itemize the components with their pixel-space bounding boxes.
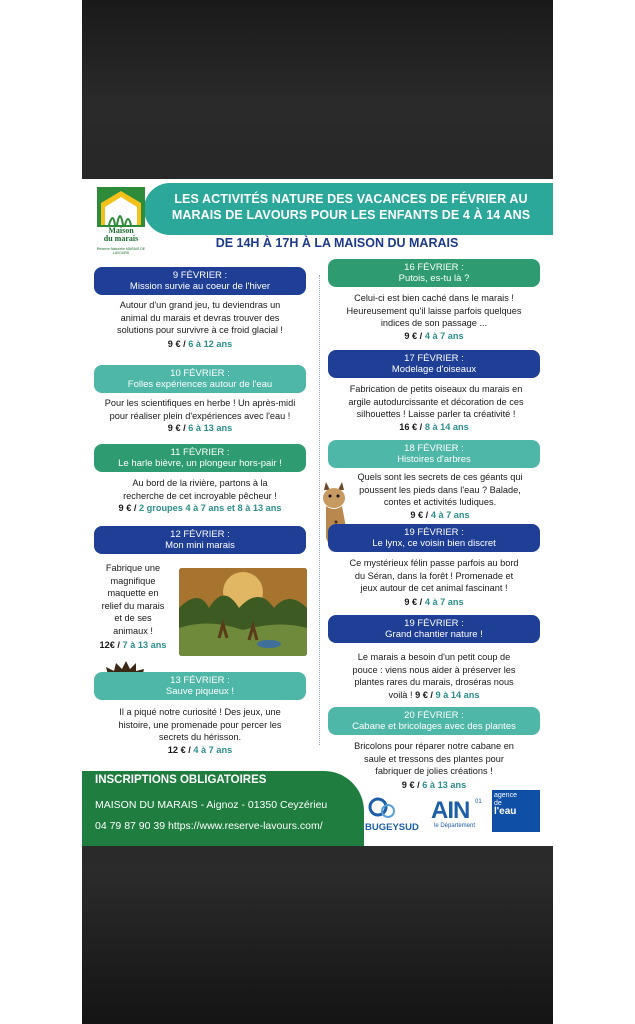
desc-line: Fabrication de petits oiseaux du marais en	[349, 384, 523, 394]
desc-line: solutions pour survivre à ce froid glacial !	[117, 325, 283, 335]
agence-de-leau-text	[494, 792, 538, 816]
ain-number: 01	[475, 799, 482, 805]
age-range: 6 à 13 ans	[422, 780, 467, 790]
price-value: 9 € /	[415, 689, 433, 700]
age-range: 2 groupes 4 à 7 ans et 8 à 13 ans	[138, 503, 282, 513]
activity-date: 13 FÉVRIER :	[170, 675, 230, 686]
activity-pill-11-fevrier	[94, 444, 306, 472]
poster-subtitle: DE 14H À 17H À LA MAISON DU MARAIS	[215, 236, 459, 250]
contact-link[interactable]: 04 79 87 90 39 https://www.reserve-lavours.com/	[95, 820, 323, 832]
price-value: 9 € /	[404, 331, 423, 341]
activity-pill-16-fevrier	[328, 259, 540, 287]
address-text: MAISON DU MARAIS - Aignoz - 01350 Ceyzérieu	[95, 799, 328, 811]
desc-line: plantes rares du marais, droséras nous	[354, 677, 514, 687]
ain-wordmark: AIN	[431, 797, 470, 824]
agence-line-1: agence	[494, 792, 517, 799]
activity-title: Grand chantier nature !	[385, 629, 483, 640]
activity-title: Sauve piqueux !	[165, 686, 235, 697]
activity-date: 9 FÉVRIER :	[172, 270, 228, 281]
activity-title: Folles expériences autour de l'eau	[127, 379, 273, 390]
agence-line-2: de	[494, 800, 502, 807]
desc-line: silhouettes ! Laisse parler ta créativité !	[356, 409, 516, 419]
activity-date: 20 FÉVRIER :	[404, 710, 464, 721]
desc-line: Quels sont les secrets de ces géants qui	[357, 472, 523, 482]
activity-title: Le lynx, ce voisin bien discret	[372, 538, 496, 549]
activity-pill-9-fevrier	[94, 267, 306, 295]
activity-desc	[84, 397, 316, 422]
age-range: 8 à 14 ans	[424, 422, 469, 432]
activity-desc	[88, 706, 312, 744]
activity-date: 11 FÉVRIER :	[170, 447, 230, 458]
activity-price	[332, 510, 548, 520]
age-range: 9 à 14 ans	[435, 689, 480, 700]
activity-date: 18 FÉVRIER :	[404, 443, 464, 454]
desc-line-with-price	[322, 689, 546, 702]
desc-line: fabriquer de jolies créations !	[375, 766, 493, 776]
desc-line: Celui-ci est bien caché dans le marais !	[354, 293, 514, 303]
desc-line: Bricolons pour réparer notre cabane en	[354, 741, 514, 751]
price-value: 9 € /	[167, 339, 186, 349]
price-value: 16 € /	[399, 422, 423, 432]
logo-name	[95, 227, 147, 243]
price-value: 9 € /	[401, 780, 420, 790]
poster-title	[156, 191, 546, 223]
desc-line: Ce mystérieux félin passe parfois au bord	[349, 558, 519, 568]
agence-line-3: l'eau	[494, 806, 517, 817]
logo-name-line-2: du marais	[103, 234, 139, 243]
activity-desc	[88, 299, 312, 337]
age-range: 4 à 7 ans	[424, 597, 464, 607]
activity-date: 19 FÉVRIER :	[404, 618, 464, 629]
activity-pill-20-fevrier	[328, 707, 540, 735]
desc-line: saule et tressons des plantes pour	[364, 753, 504, 764]
price-value: 9 € /	[410, 510, 429, 520]
activity-pill-13-fevrier	[94, 672, 306, 700]
activity-title: Mon mini marais	[165, 540, 235, 551]
activity-date: 16 FÉVRIER :	[404, 262, 464, 273]
age-range: 6 à 12 ans	[188, 339, 233, 349]
price-value: 9 € /	[167, 423, 186, 433]
activity-desc	[332, 471, 548, 509]
activity-title: Cabane et bricolages avec des plantes	[352, 721, 516, 732]
title-line-2: MARAIS DE LAVOURS POUR LES ENFANTS DE 4 À 14 ANS	[171, 208, 531, 222]
activity-desc	[322, 740, 546, 778]
activity-title: Mission survie au coeur de l'hiver	[129, 281, 271, 292]
desc-line: animal du marais et devras trouver des	[120, 312, 280, 323]
desc-line: Autour d'un grand jeu, tu deviendras un	[119, 300, 281, 310]
poster	[82, 179, 553, 846]
activity-title: Modelage d'oiseaux	[391, 364, 477, 375]
activity-price	[322, 331, 546, 341]
activity-desc	[322, 651, 546, 701]
desc-line: contes et activités ludiques.	[383, 497, 497, 507]
activity-pill-19-fevrier-lynx	[328, 524, 540, 552]
ain-subtitle: le Département	[434, 823, 476, 829]
desc-line: magnifique	[110, 575, 156, 586]
desc-line: histoire, une promenade pour percer les	[118, 719, 282, 730]
activity-price	[322, 422, 546, 432]
age-range: 4 à 7 ans	[193, 745, 233, 755]
activity-date: 19 FÉVRIER :	[404, 527, 464, 538]
desc-line: pour réaliser plein d'expériences avec l'eau !	[109, 410, 291, 421]
bugeysud-wordmark: BUGEYSUD	[365, 822, 419, 833]
activity-date: 17 FÉVRIER :	[404, 353, 464, 364]
activity-price	[88, 745, 312, 755]
age-range: 6 à 13 ans	[188, 423, 233, 433]
logo-name-line-1: Maison	[108, 226, 134, 235]
price-value: 9 € /	[118, 503, 137, 513]
desc-line: indices de son passage ...	[380, 318, 488, 328]
age-range: 4 à 7 ans	[430, 510, 470, 520]
desc-line: secrets du hérisson.	[158, 732, 242, 742]
desc-line: pouce : viens nous aider à préserver les	[352, 664, 516, 675]
activity-price	[88, 339, 312, 349]
age-range: 4 à 7 ans	[424, 331, 464, 341]
desc-line: Fabrique une	[105, 563, 161, 573]
activity-pill-10-fevrier	[94, 365, 306, 393]
activity-pill-19-fevrier-chantier	[328, 615, 540, 643]
desc-line: animaux !	[113, 625, 153, 636]
desc-line: Pour les scientifiques en herbe ! Un après-midi	[104, 398, 296, 408]
mini-marais-model-photo	[179, 568, 307, 656]
activity-desc	[88, 477, 312, 502]
activity-price	[322, 597, 546, 607]
desc-line: et de ses	[114, 613, 152, 623]
activity-pill-12-fevrier	[94, 526, 306, 554]
desc-line: du Séran, dans la forêt ! Promenade et	[354, 570, 514, 581]
desc-line: relief du marais	[101, 600, 165, 611]
desc-line: Le marais a besoin d'un petit coup de	[357, 652, 511, 662]
activity-title: Le harle bièvre, un plongeur hors-pair !	[118, 458, 282, 469]
desc-line: poussent les pieds dans l'eau ? Balade,	[359, 484, 521, 495]
activity-date: 10 FÉVRIER :	[170, 368, 230, 379]
desc-line: voilà !	[388, 689, 413, 700]
age-range: 7 à 13 ans	[122, 640, 167, 650]
logo-tagline: Réserve Naturelle MARAIS DE LAVOURS	[96, 247, 146, 255]
activity-desc	[322, 383, 550, 421]
activity-desc	[322, 557, 546, 595]
desc-line: maquette en	[107, 588, 159, 598]
activity-desc	[90, 562, 176, 637]
activity-price	[88, 503, 312, 513]
price-value: 12€ /	[99, 640, 120, 650]
activity-title: Histoires d'arbres	[397, 454, 471, 465]
activity-pill-17-fevrier	[328, 350, 540, 378]
desc-line: recherche de cet incroyable pêcheur !	[123, 490, 277, 501]
activity-price	[88, 423, 312, 433]
activity-date: 12 FÉVRIER :	[170, 529, 230, 540]
price-value: 12 € /	[167, 745, 191, 755]
desc-line: argile autodurcissante et décoration de ces	[348, 396, 524, 407]
desc-line: Il a piqué notre curiosité ! Des jeux, une	[119, 707, 281, 717]
registration-heading: INSCRIPTIONS OBLIGATOIRES	[95, 774, 267, 786]
price-value: 9 € /	[404, 597, 423, 607]
activity-desc	[322, 292, 546, 330]
desc-line: jeux autour de cet animal fascinant !	[360, 583, 508, 593]
activity-price	[90, 640, 176, 650]
desc-line: Au bord de la rivière, partons à la	[132, 478, 268, 488]
desc-line: Heureusement qu'il laisse parfois quelques	[346, 305, 522, 316]
title-line-1: LES ACTIVITÉS NATURE DES VACANCES DE FÉVRIER AU	[174, 192, 528, 206]
activity-pill-18-fevrier	[328, 440, 540, 468]
activity-title: Putois, es-tu là ?	[398, 273, 470, 284]
